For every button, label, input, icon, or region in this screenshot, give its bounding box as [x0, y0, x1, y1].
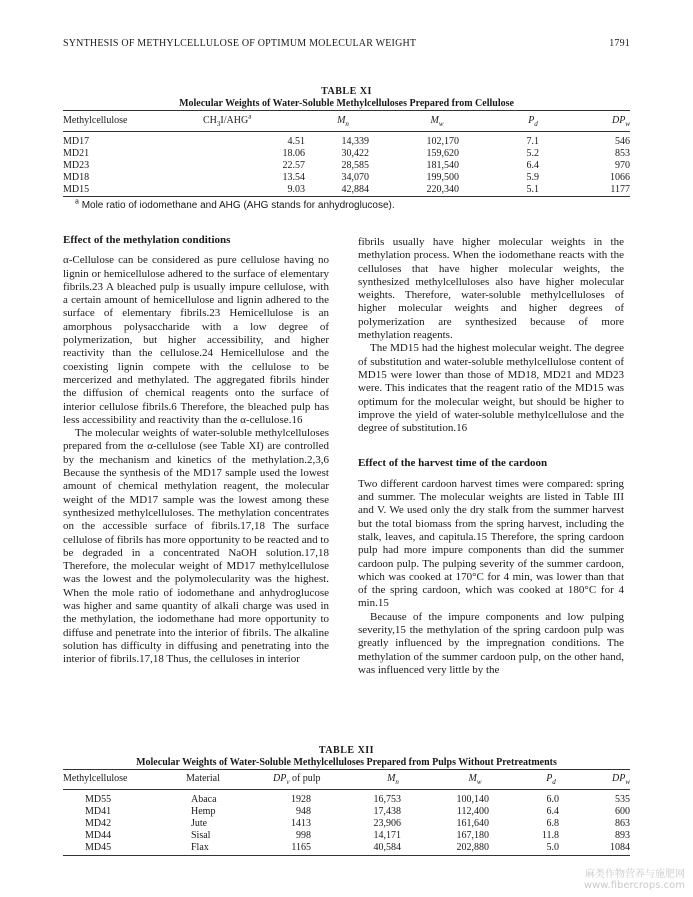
table-xii-bottom-rule [63, 855, 630, 856]
table-row [63, 830, 630, 842]
table-xi-title: Molecular Weights of Water-Soluble Methylcelluloses Prepared from Cellulose [179, 98, 514, 109]
table-xii-col-dpw: $DP_w$ [611, 773, 630, 786]
table-xii-label: TABLE XII [318, 745, 375, 756]
table-cell: 42,884 [341, 184, 369, 195]
table-xi-bottom-rule [63, 196, 630, 197]
table-cell: 1165 [291, 842, 311, 853]
table-xi-col-mn: $M_n$ [337, 115, 349, 128]
table-cell: MD42 [85, 818, 112, 829]
table-row [63, 794, 630, 806]
table-xii-col-mw: $M_w$ [468, 773, 482, 786]
table-cell: 16,753 [373, 794, 401, 805]
table-xii-col-methylcellulose: Methylcellulose [63, 773, 128, 784]
table-cell: 13.54 [282, 172, 305, 183]
table-row [63, 136, 630, 148]
table-cell: 167,180 [456, 830, 489, 841]
table-row [63, 806, 630, 818]
table-cell: Flax [191, 842, 209, 853]
table-cell: 14,171 [373, 830, 401, 841]
table-cell: 5.1 [526, 184, 539, 195]
table-cell: 7.1 [526, 136, 539, 147]
table-cell: 161,640 [456, 818, 489, 829]
table-cell: 159,620 [426, 148, 459, 159]
paragraph: Two different cardoon harvest times were compared: spring and summer. The molecular weights are listed in Table III and V. We used only the dry stalk from the summer harvest but the total biomass from the spring harvest, including the stalk, leaves, and capitula.15 Therefore, the spring cardoon pulp had more impure components than did the summer cardoon pulp. The pulping severity of the summer cardoon, which was cooked at 170°C for 4 min, was lower than that of the spring cardoon, which was cooked at 180°C for 4 min.15 [358, 477, 624, 610]
table-cell: 863 [615, 818, 630, 829]
table-cell: 1177 [610, 184, 630, 195]
table-cell: 6.8 [546, 818, 559, 829]
footnote-text: Mole ratio of iodomethane and AHG (AHG stands for anhydroglucose). [81, 200, 395, 211]
table-cell: 22.57 [282, 160, 305, 171]
left-column [63, 234, 329, 667]
table-xii-top-rule [63, 769, 630, 770]
table-cell: MD21 [63, 148, 90, 159]
table-cell: 1066 [610, 172, 630, 183]
table-cell: 18.06 [282, 148, 305, 159]
paragraph: fibrils usually have higher molecular weights in the methylation process. When the iodomethane reacts with the celluloses that have higher molecular weights, the synthesized methylcelluloses also have higher molecular weights. Therefore, water-soluble methylcelluloses of higher molecular weights and higher degrees of polymerization are synthesized because of more methylation reagents. [358, 236, 624, 342]
table-cell: MD44 [85, 830, 112, 841]
table-cell: 4.51 [287, 136, 305, 147]
table-xii-col-material: Material [186, 773, 220, 784]
table-cell: 6.0 [546, 794, 559, 805]
table-cell: 40,584 [373, 842, 401, 853]
table-cell: 893 [615, 830, 630, 841]
page-number: 1791 [609, 38, 630, 49]
table-xi-col-mw: $M_w$ [430, 115, 444, 128]
table-cell: Abaca [191, 794, 217, 805]
table-cell: 998 [296, 830, 311, 841]
table-cell: 6.4 [526, 160, 539, 171]
table-cell: 546 [615, 136, 630, 147]
paragraph: The MD15 had the highest molecular weight. The degree of substitution and water-soluble methylcellulose content of MD15 were lower than those of MD18, MD21 and MD23 were. This indicates that the reagent ratio of the MD15 was optimum for the molecular weight, but should be higher to improve the yield of water-soluble methylcellulose and the degree of substitution.16 [358, 342, 624, 435]
table-cell: Hemp [191, 806, 216, 817]
table-cell: 1413 [291, 818, 311, 829]
table-cell: 199,500 [426, 172, 459, 183]
table-xi-col-ratio: $CH_3I/AHG^a$ [203, 112, 252, 128]
table-cell: 34,070 [341, 172, 369, 183]
table-cell: 102,170 [426, 136, 459, 147]
table-cell: 5.0 [546, 842, 559, 853]
running-title: SYNTHESIS OF METHYLCELLULOSE OF OPTIMUM MOLECULAR WEIGHT [63, 38, 417, 49]
table-xi-footnote: $^a$ Mole ratio of iodomethane and AHG (AHG stands for anhydroglucose). [75, 198, 395, 211]
table-cell: 28,585 [341, 160, 369, 171]
table-xii-col-dpv: $DP_v$ of pulp [273, 773, 321, 786]
table-cell: 11.8 [541, 830, 559, 841]
table-xii-header-rule [63, 789, 630, 790]
running-header [63, 38, 630, 52]
table-xi-caption [63, 86, 630, 110]
table-row [63, 818, 630, 830]
table-xi-label: TABLE XI [321, 86, 372, 97]
table-cell: 600 [615, 806, 630, 817]
table-cell: Sisal [191, 830, 211, 841]
table-cell: MD17 [63, 136, 90, 147]
table-cell: MD23 [63, 160, 90, 171]
table-cell: 14,339 [341, 136, 369, 147]
table-row [63, 842, 630, 854]
table-xii-caption [63, 745, 630, 769]
table-xi-col-methylcellulose: Methylcellulose [63, 115, 128, 126]
table-cell: MD15 [63, 184, 90, 195]
section-heading-harvest: Effect of the harvest time of the cardoon [358, 457, 548, 470]
table-cell: 30,422 [341, 148, 369, 159]
table-row [63, 148, 630, 160]
paragraph: Because of the impure components and low pulping severity,15 the methylation of the spring cardoon pulp was greatly influenced by the impregnation conditions. The methylation of the summer cardoon pulp, on the other hand, was influenced very little by the [358, 610, 624, 676]
table-cell: 220,340 [426, 184, 459, 195]
table-cell: 9.03 [287, 184, 305, 195]
table-xii-col-pd: $P_d$ [546, 773, 556, 786]
paragraph: α-Cellulose can be considered as pure cellulose having no lignin or hemicellulose adhered to the surface of elementary fibrils.23 A bleached pulp is usually impure cellulose, with a certain amount of hemicellulose and lignin adhered to the surface of elementary fibrils.23 Hemicellulose is an amorphous polysaccharide with a low degree of polymerization, but higher accessibility, and higher reactivity than the cellulose.24 Hemicellulose and the coexisting lignin compete with the cellulose to be mercerized and methylated. The aggregated fibrils hinder the diffusion of chemical reagents onto the surface of interior cellulose fibrils.6 Therefore, the bleached pulp has less accessibility and reactivity than the α-cellulose.16 [63, 254, 329, 426]
table-cell: MD45 [85, 842, 112, 853]
watermark-line-2: www.fibercrops.com [583, 880, 685, 891]
table-cell: 23,906 [373, 818, 401, 829]
table-cell: 112,400 [456, 806, 489, 817]
table-cell: 853 [615, 148, 630, 159]
table-cell: MD18 [63, 172, 90, 183]
section-heading-methylation: Effect of the methylation conditions [63, 234, 231, 246]
table-cell: 5.2 [526, 148, 539, 159]
right-column [358, 236, 624, 677]
table-row [63, 172, 630, 184]
table-cell: 17,438 [373, 806, 401, 817]
table-xi-col-dpw: $DP_w$ [611, 115, 630, 128]
table-cell: 535 [615, 794, 630, 805]
table-xi-col-pd: $P_d$ [528, 115, 538, 128]
table-cell: 5.9 [526, 172, 539, 183]
table-cell: 1084 [610, 842, 630, 853]
table-cell: 100,140 [456, 794, 489, 805]
table-row [63, 160, 630, 172]
watermark [584, 869, 685, 891]
table-row [63, 184, 630, 196]
table-xii-title: Molecular Weights of Water-Soluble Methylcelluloses Prepared from Pulps Without Pretreatments [136, 757, 557, 768]
table-cell: Jute [191, 818, 208, 829]
table-cell: 948 [296, 806, 311, 817]
table-cell: MD55 [85, 794, 112, 805]
paragraph: The molecular weights of water-soluble methylcelluloses prepared from the α-cellulose (see Table XI) are controlled by the mechanism and kinetics of the methylation.2,3,6 Because the synthesis of the MD17 sample used the lowest amount of chemical methylation reagent, the molecular weight of the MD17 sample was the lowest among these synthesized methylcelluloses. The methylation concentrates on the accessible surface of fibrils.17,18 The surface cellulose of fibrils has more opportunity to be reacted and to be degraded in a concentrated NaOH solution.17,18 Therefore, the molecular weight of MD17 methylcellulose was the lowest and the polymolecularity was the highest. When the mole ratio of iodomethane and anhydroglucose was higher and same quantity of alkali charge was used in the methylation, the iodomethane had more opportunity to diffuse and penetrate into the interior of fibrils. The alkaline solution has difficulty in diffusing and penetrating into the interior of fibrils.17,18 Thus, the celluloses in interior [63, 427, 329, 666]
table-cell: 181,540 [426, 160, 459, 171]
table-xi-top-rule [63, 110, 630, 111]
table-cell: 970 [615, 160, 630, 171]
watermark-line-1: 麻类作物营养与施肥网 [585, 869, 685, 880]
table-cell: 6.4 [546, 806, 559, 817]
table-cell: MD41 [85, 806, 112, 817]
table-cell: 202,880 [456, 842, 489, 853]
table-xi-header-rule [63, 131, 630, 132]
table-xii-col-mn: $M_n$ [387, 773, 399, 786]
table-cell: 1928 [291, 794, 311, 805]
